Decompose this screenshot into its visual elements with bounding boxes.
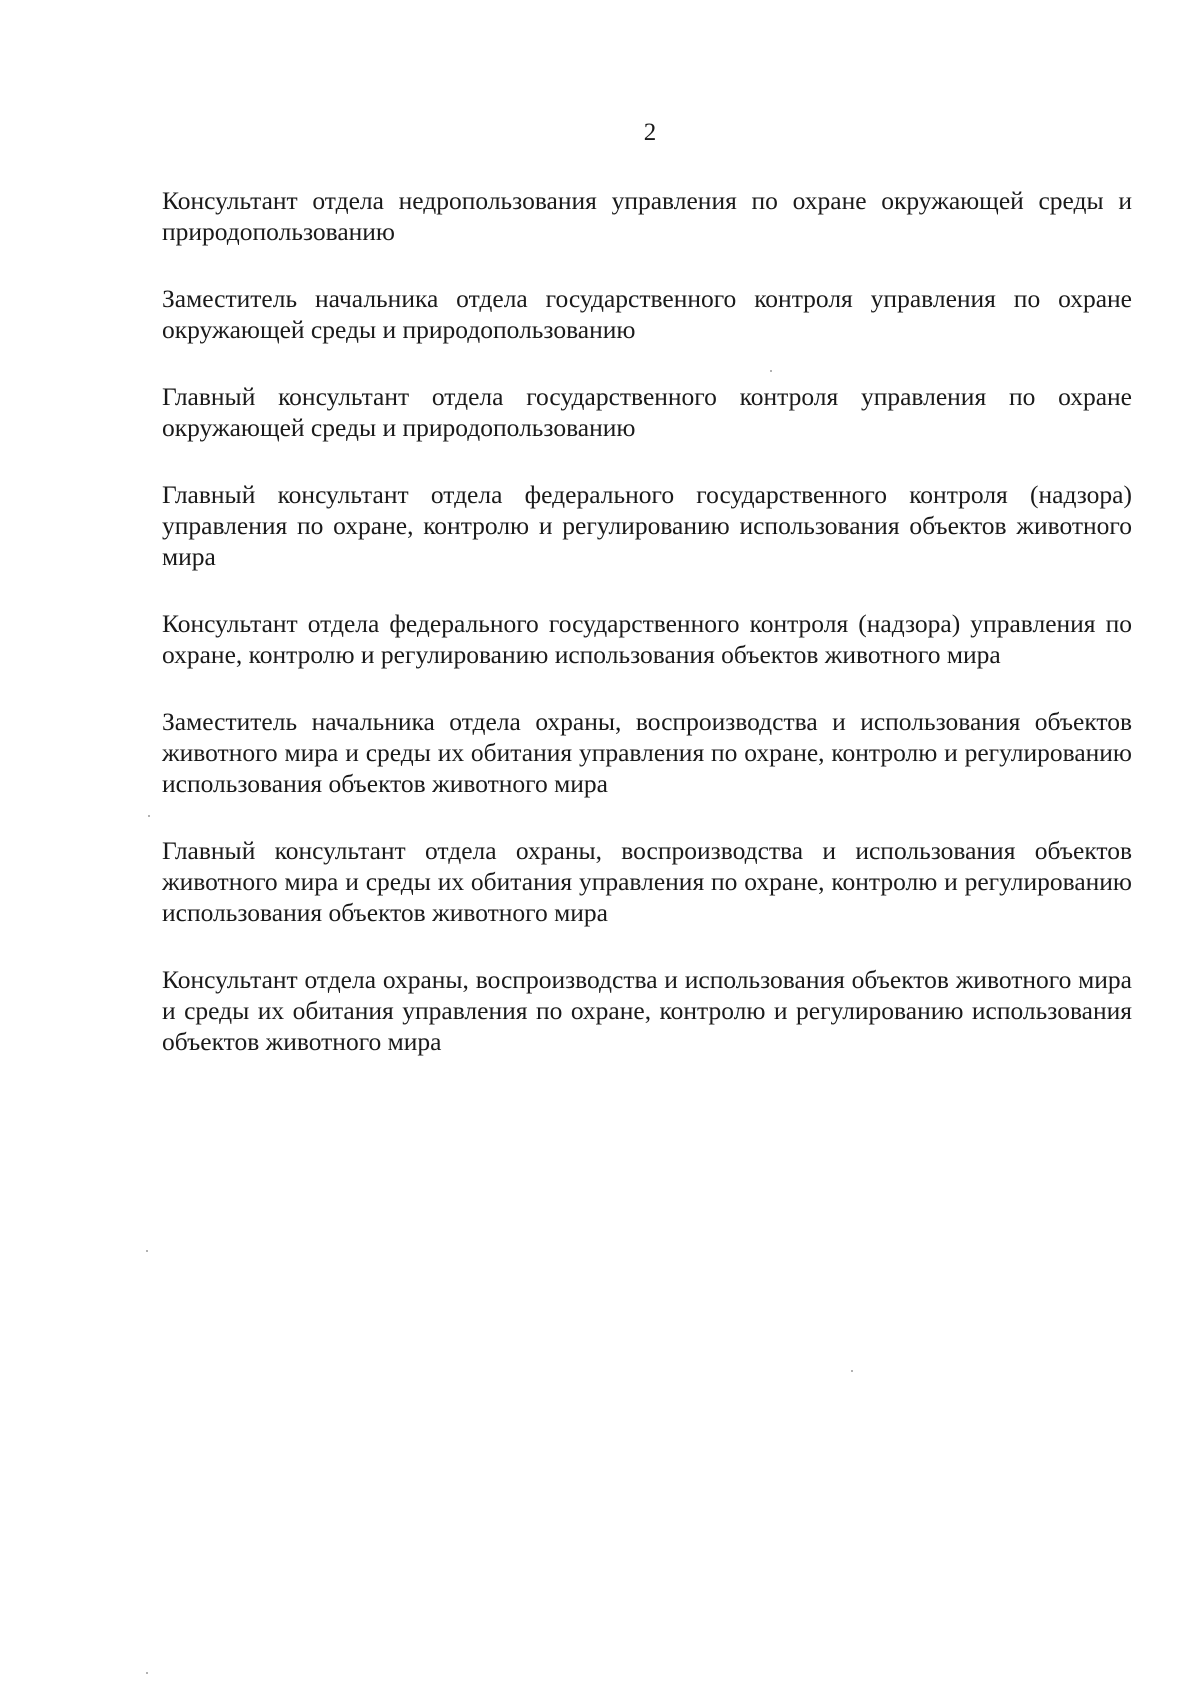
- scan-speck: [146, 1250, 148, 1252]
- positions-list: [162, 185, 1132, 1093]
- position-entry: Консультант отдела федерального государственного контроля (надзора) управления по охране, контролю и регулированию использования объектов животного мира: [162, 609, 1132, 669]
- position-entry: Заместитель начальника отдела охраны, воспроизводства и использования объектов животного мира и среды их обитания управления по охране, контролю и регулированию использования объектов животного мира: [162, 707, 1132, 798]
- position-entry: Главный консультант отдела государственного контроля управления по охране окружающей среды и природопользованию: [162, 382, 1132, 442]
- position-entry: Главный консультант отдела охраны, воспроизводства и использования объектов животного мира и среды их обитания управления по охране, контролю и регулированию использования объектов животного мира: [162, 836, 1132, 927]
- page-number: 2: [643, 119, 657, 146]
- position-entry: Консультант отдела охраны, воспроизводства и использования объектов животного мира и среды их обитания управления по охране, контролю и регулированию использования объектов животного мира: [162, 965, 1132, 1056]
- scan-speck: [851, 1370, 853, 1372]
- scan-speck: [148, 815, 150, 817]
- scan-speck: [146, 1672, 148, 1674]
- position-entry: Заместитель начальника отдела государственного контроля управления по охране окружающей среды и природопользованию: [162, 284, 1132, 344]
- position-entry: Консультант отдела недропользования управления по охране окружающей среды и природопользованию: [162, 186, 1132, 246]
- scan-speck: [770, 370, 772, 372]
- position-entry: Главный консультант отдела федерального государственного контроля (надзора) управления по охране, контролю и регулированию использования объектов животного мира: [162, 480, 1132, 571]
